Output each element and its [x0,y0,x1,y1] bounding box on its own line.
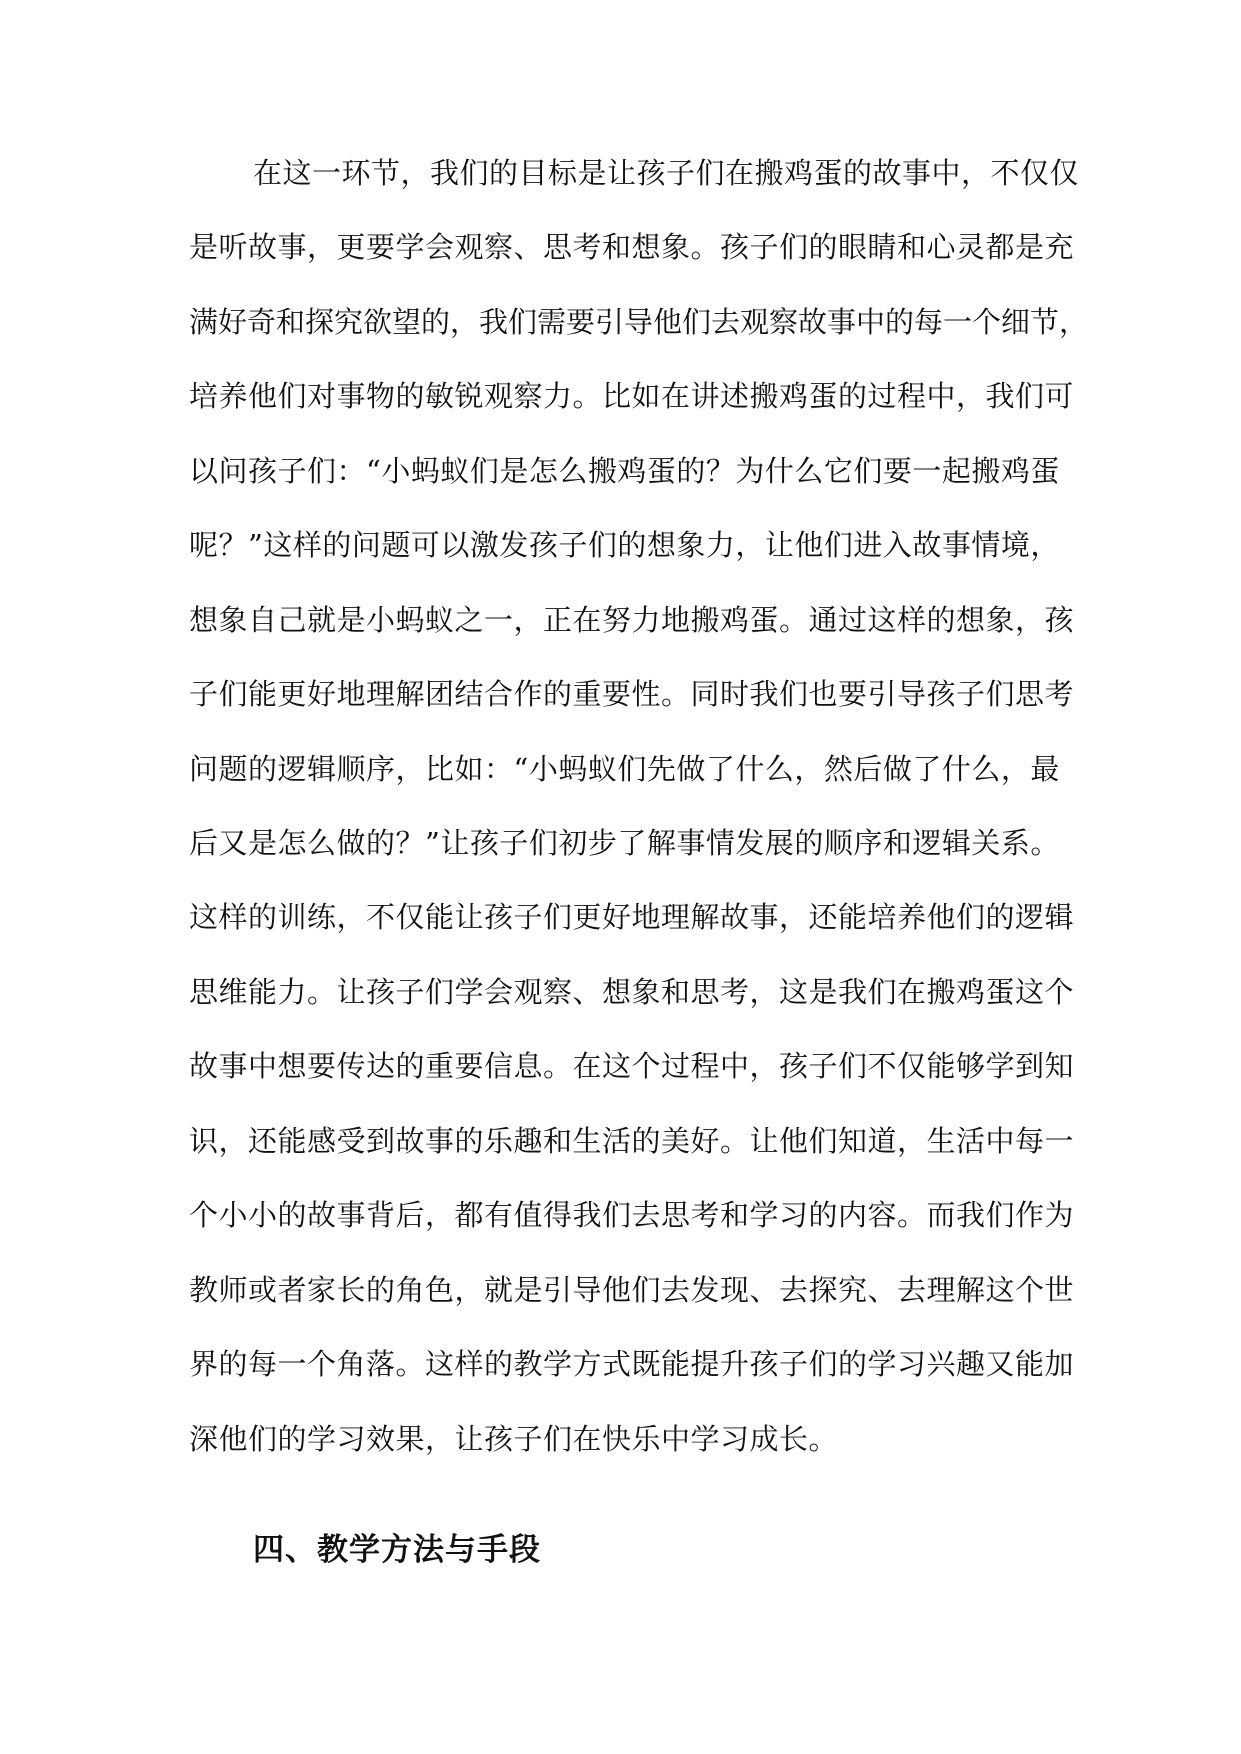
paragraph-line: 界的每一个角落。这样的教学方式既能提升孩子们的学习兴趣又能加 [189,1347,1075,1381]
paragraph-line: 呢？”这样的问题可以激发孩子们的想象力，让他们进入故事情境， [189,528,1060,562]
paragraph-line: 深他们的学习效果，让孩子们在快乐中学习成长。 [189,1422,839,1456]
paragraph-line: 满好奇和探究欲望的，我们需要引导他们去观察故事中的每一个细节， [189,305,1089,339]
paragraph-line: 故事中想要传达的重要信息。在这个过程中，孩子们不仅能够学到知 [189,1049,1075,1083]
paragraph-line: 以问孩子们：“小蚂蚁们是怎么搬鸡蛋的？为什么它们要一起搬鸡蛋 [189,454,1060,488]
paragraph-line: 在这一环节，我们的目标是让孩子们在搬鸡蛋的故事中，不仅仅 [253,156,1080,190]
paragraph-line: 教师或者家长的角色，就是引导他们去发现、去探究、去理解这个世 [189,1273,1075,1307]
paragraph-line: 子们能更好地理解团结合作的重要性。同时我们也要引导孩子们思考 [189,677,1075,711]
paragraph-line: 后又是怎么做的？”让孩子们初步了解事情发展的顺序和逻辑关系。 [189,826,1060,860]
paragraph-line: 这样的训练，不仅能让孩子们更好地理解故事，还能培养他们的逻辑 [189,900,1075,934]
paragraph-line: 识，还能感受到故事的乐趣和生活的美好。让他们知道，生活中每一 [189,1124,1075,1158]
paragraph-line: 个小小的故事背后，都有值得我们去思考和学习的内容。而我们作为 [189,1198,1075,1232]
paragraph-line: 问题的逻辑顺序，比如：“小蚂蚁们先做了什么，然后做了什么，最 [189,752,1060,786]
section-heading: 四、教学方法与手段 [253,1532,541,1568]
paragraph-line: 是听故事，更要学会观察、思考和想象。孩子们的眼睛和心灵都是充 [189,230,1075,264]
paragraph-line: 培养他们对事物的敏锐观察力。比如在讲述搬鸡蛋的过程中，我们可 [189,379,1075,413]
paragraph-line: 思维能力。让孩子们学会观察、想象和思考，这是我们在搬鸡蛋这个 [189,975,1075,1009]
paragraph-line: 想象自己就是小蚂蚁之一，正在努力地搬鸡蛋。通过这样的想象，孩 [189,603,1075,637]
